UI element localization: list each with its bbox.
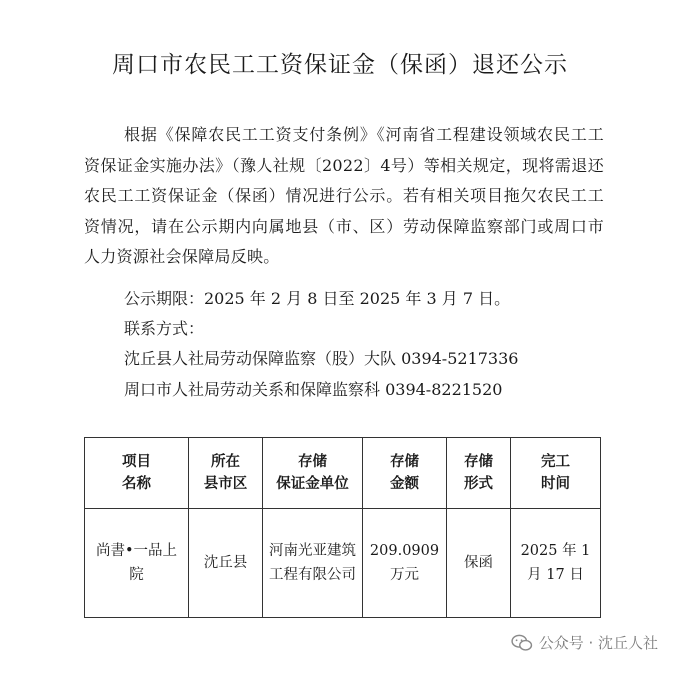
header-completion-date <box>511 438 601 509</box>
page-title: 周口市农民工工资保证金（保函）退还公示 <box>112 52 568 78</box>
watermark <box>511 632 658 653</box>
cell-deposit-unit: 河南光亚建筑工程有限公司 <box>263 509 363 618</box>
header-project-name <box>85 438 189 509</box>
header-label: 存储 金额 <box>390 454 419 492</box>
contact-line-1: 沈丘县人社局劳动保障监察（股）大队 0394-5217336 <box>124 349 519 368</box>
header-deposit-unit <box>263 438 363 509</box>
header-label: 所在 县市区 <box>203 454 248 492</box>
header-label: 存储 保证金单位 <box>276 454 349 492</box>
table-header-row <box>85 438 601 509</box>
header-label: 完工 时间 <box>541 454 570 492</box>
cell-completion-date: 2025 年 1 月 17 日 <box>511 509 601 618</box>
table-row <box>85 509 601 618</box>
watermark-text: 公众号 · 沈丘人社 <box>538 634 658 652</box>
wechat-icon <box>511 634 533 652</box>
notice-period: 公示期限：2025 年 2 月 8 日至 2025 年 3 月 7 日。 <box>124 289 511 308</box>
contact-label: 联系方式： <box>124 319 205 338</box>
deposit-table <box>84 437 601 618</box>
header-label: 项目 名称 <box>122 454 151 492</box>
contact-line-2: 周口市人社局劳动关系和保障监察科 0394-8221520 <box>124 380 503 399</box>
cell-county: 沈丘县 <box>189 509 263 618</box>
cell-form: 保函 <box>447 509 511 618</box>
header-amount <box>363 438 447 509</box>
cell-amount: 209.0909 万元 <box>363 509 447 618</box>
header-form <box>447 438 511 509</box>
header-label: 存储 形式 <box>464 454 493 492</box>
cell-project-name: 尚書•一品上院 <box>85 509 189 618</box>
header-county <box>189 438 263 509</box>
body-paragraph: 根据《保障农民工工资支付条例》《河南省工程建设领域农民工工资保证金实施办法》（豫人社规〔2022〕4号）等相关规定，现将需退还农民工工资保证金（保函）情况进行公示。若有相关项目拖欠农民工工资情况，请在公示期内向属地县（市、区）劳动保障监察部门或周口市人力资源社会保障局反映。 <box>84 125 604 266</box>
